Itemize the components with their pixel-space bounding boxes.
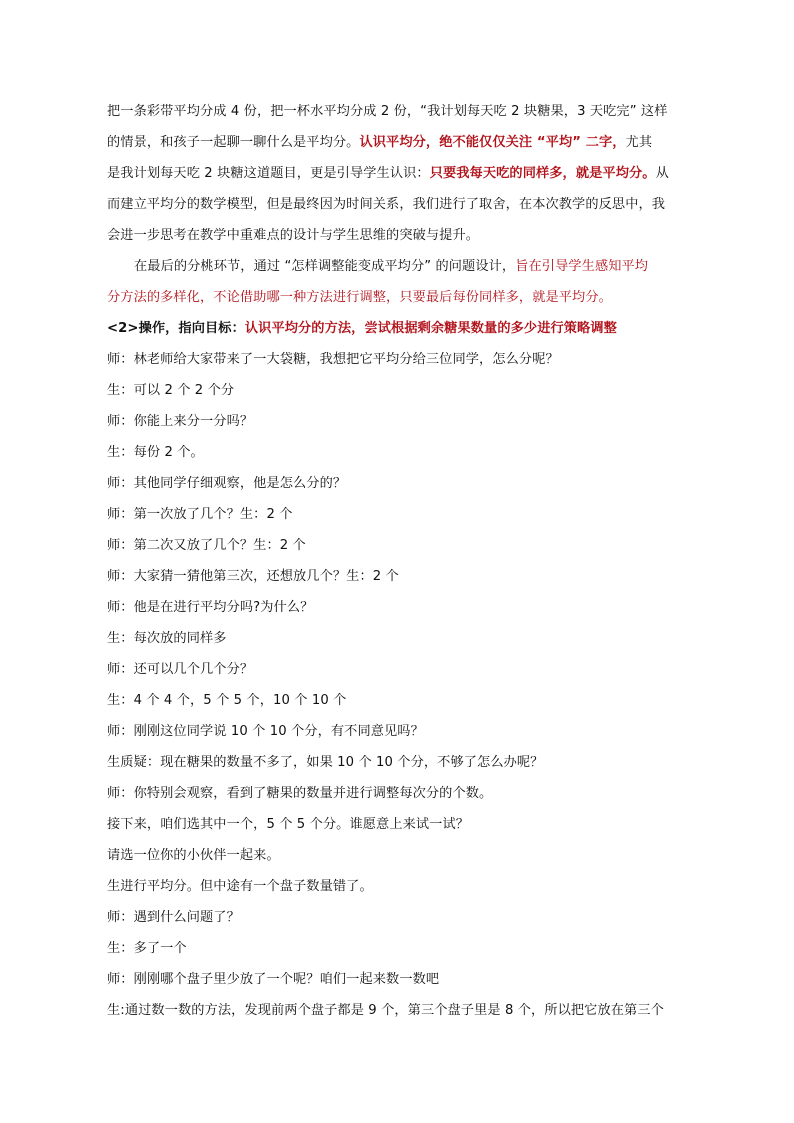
dialogue-line: 生进行平均分。但中途有一个盘子数量错了。 — [107, 879, 373, 894]
emphasis-text: 认识平均分，绝不能仅仅关注 “平均” 二字， — [359, 135, 626, 150]
dialogue-line: 师：还可以几个几个分？ — [107, 662, 254, 677]
dialogue-line: 生：每份 2 个。 — [107, 445, 204, 460]
dialogue-line: 师：第一次放了几个？生：2 个 — [107, 507, 293, 522]
text: 是我计划每天吃 2 块糖这道题目，更是引导学生认识： — [107, 166, 430, 181]
dialogue-line: 生：4 个 4 个，5 个 5 个，10 个 10 个 — [107, 693, 347, 708]
dialogue-line: 生质疑：现在糖果的数量不多了，如果 10 个 10 个分，不够了怎么办呢？ — [107, 755, 544, 770]
dialogue-line: 接下来，咱们选其中一个，5 个 5 个分。谁愿意上来试一试？ — [107, 817, 470, 832]
heading-label: <2>操作，指向目标： — [107, 321, 245, 336]
document-page — [107, 96, 691, 1026]
dialogue-line: 师：第二次又放了几个？生：2 个 — [107, 538, 306, 553]
text: 在最后的分桃环节，通过 “怎样调整能变成平均分” 的问题设计， — [134, 259, 516, 274]
dialogue-line: 师：刚刚哪个盘子里少放了一个呢？咱们一起来数一数吧 — [107, 972, 440, 987]
dialogue-line: 生：可以 2 个 2 个分 — [107, 383, 235, 398]
dialogue-line: 师：你能上来分一分吗？ — [107, 414, 254, 429]
heading-goal: 认识平均分的方法，尝试根据剩余糖果数量的多少进行策略调整 — [244, 321, 617, 336]
dialogue-line: 生:通过数一数的方法，发现前两个盘子都是 9 个，第三个盘子里是 8 个，所以把它放在第三个 — [107, 1003, 664, 1018]
dialogue-line: 师：大家猜一猜他第三次，还想放几个？生：2 个 — [107, 569, 399, 584]
dialogue-line: 师：刚刚这位同学说 10 个 10 个分，有不同意见吗？ — [107, 724, 424, 739]
highlight-text: 旨在引导学生感知平均 — [515, 259, 649, 274]
dialogue-line: 请选一位你的小伙伴一起来。 — [107, 848, 280, 863]
text: 从 — [655, 166, 669, 181]
para1-line3 — [107, 158, 691, 189]
dialogue-line: 师：林老师给大家带来了一大袋糖，我想把它平均分给三位同学，怎么分呢？ — [107, 352, 559, 367]
dialogue-line: 生：每次放的同样多 — [107, 631, 227, 646]
para1-line5: 会进一步思考在教学中重难点的设计与学生思维的突破与提升。 — [107, 228, 480, 243]
para1-line1: 把一条彩带平均分成 4 份，把一杯水平均分成 2 份，“我计划每天吃 2 块糖果，3 天吃完” 这样 — [107, 104, 668, 119]
dialogue-line: 师：遇到什么问题了？ — [107, 910, 240, 925]
text: 的情景，和孩子一起聊一聊什么是平均分。 — [107, 135, 360, 150]
section-heading — [107, 313, 691, 344]
text: 尤其 — [625, 135, 653, 150]
para1-line4: 而建立平均分的数学模型，但是最终因为时间关系，我们进行了取舍，在本次教学的反思中，我 — [107, 197, 666, 212]
dialogue-line: 生：多了一个 — [107, 941, 187, 956]
emphasis-text: 只要我每天吃的同样多，就是平均分。 — [429, 166, 656, 181]
para1-line2 — [107, 127, 691, 158]
dialogue-line: 师：他是在进行平均分吗?为什么？ — [107, 600, 314, 615]
para2-line1 — [107, 251, 691, 282]
dialogue-line: 师：你特别会观察，看到了糖果的数量并进行调整每次分的个数。 — [107, 786, 493, 801]
dialogue-line: 师：其他同学仔细观察，他是怎么分的？ — [107, 476, 347, 491]
para2-line2: 分方法的多样化，不论借助哪一种方法进行调整，只要最后每份同样多，就是平均分。 — [107, 290, 612, 305]
